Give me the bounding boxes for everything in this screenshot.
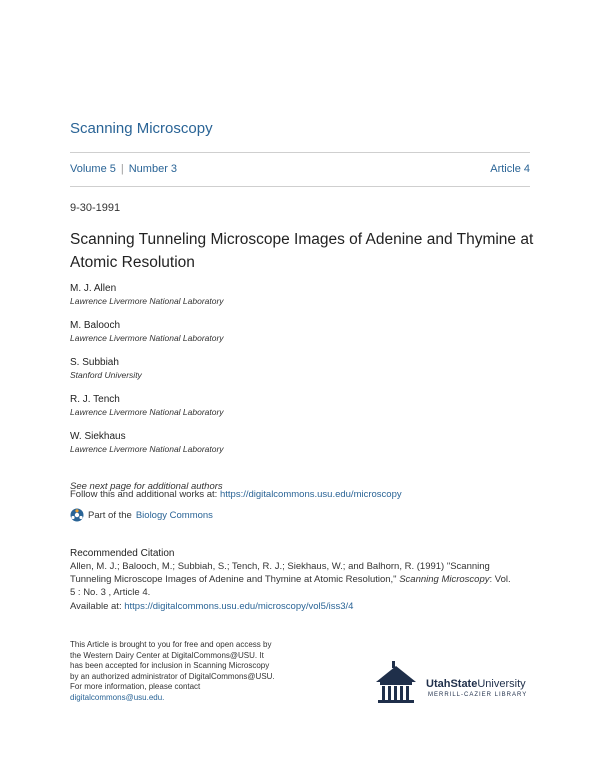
biology-commons-link[interactable]: Biology Commons [135,509,213,521]
article-title: Scanning Tunneling Microscope Images of Adenine and Thymine at Atomic Resolution [70,231,534,271]
open-access-statement [70,640,310,703]
volume-link[interactable]: Volume 5 [70,163,116,175]
author-affiliation: Lawrence Livermore National Laboratory [70,296,224,306]
divider [70,152,530,153]
citation-text [70,560,540,599]
author-affiliation: Lawrence Livermore National Laboratory [70,444,224,454]
citation-segment: : Vol. [489,574,511,585]
journal-title-link[interactable]: Scanning Microscopy [70,120,213,137]
statement-line: For more information, please contact [70,682,201,691]
article-url-link[interactable]: https://digitalcommons.usu.edu/microscopy/vol5/iss3/4 [124,601,354,612]
part-of-line [70,508,213,522]
author-entry [70,393,530,430]
citation-journal: Scanning Microscopy [399,574,490,585]
author-affiliation: Lawrence Livermore National Laboratory [70,407,224,417]
available-at-line [70,601,353,612]
statement-line: This Article is brought to you for free and open access by [70,640,272,649]
author-affiliation: Stanford University [70,370,142,380]
statement-line: the Western Dairy Center at DigitalCommons@USU. It [70,650,264,660]
logo-wordmark [426,678,526,690]
citation-segment: Tunneling Microscope Images of Adenine and Thymine at Atomic Resolution," [70,574,400,585]
article-link[interactable]: Article 4 [490,163,530,175]
follow-text: Follow this and additional works at: [70,489,220,500]
statement-line: has been accepted for inclusion in Scanning Microscopy [70,661,270,670]
citation-line [70,573,540,586]
logo-bold: UtahState [426,678,478,690]
divider [70,186,530,187]
author-entry [70,430,530,467]
logo-regular: University [477,678,526,690]
see-next-page-note: See next page for additional authors [70,481,223,492]
citation-line: Allen, M. J.; Balooch, M.; Subbiah, S.; Tench, R. J.; Siekhaus, W.; and Balhorn, R. (1991) "Scanning [70,561,490,572]
author-name: M. Balooch [70,320,121,331]
usu-library-logo [370,660,530,708]
available-text: Available at: [70,601,125,612]
publication-date: 9-30-1991 [70,202,121,214]
author-entry [70,282,530,319]
logo-subtitle: MERRILL-CAZIER LIBRARY [428,692,528,698]
author-entry [70,356,530,393]
author-name: W. Siekhaus [70,431,126,442]
author-name: S. Subbiah [70,357,119,368]
author-entry [70,319,530,356]
statement-line: by an authorized administrator of DigitalCommons@USU. [70,671,275,681]
contact-email-link[interactable]: digitalcommons@usu.edu. [70,692,165,702]
separator: | [120,163,124,175]
author-affiliation: Lawrence Livermore National Laboratory [70,333,224,343]
number-link[interactable]: Number 3 [128,163,178,175]
citation-line: 5 : No. 3 , Article 4. [70,587,151,598]
library-building-icon [370,660,426,708]
author-name: M. J. Allen [70,283,117,294]
issue-row [70,163,530,175]
author-list [70,282,530,467]
commons-network-icon [70,508,84,522]
collection-link[interactable]: https://digitalcommons.usu.edu/microscopy [219,489,402,500]
author-name: R. J. Tench [70,394,120,405]
part-of-text: Part of the [88,509,132,521]
recommended-citation-heading: Recommended Citation [70,548,175,559]
follow-line [70,489,402,500]
